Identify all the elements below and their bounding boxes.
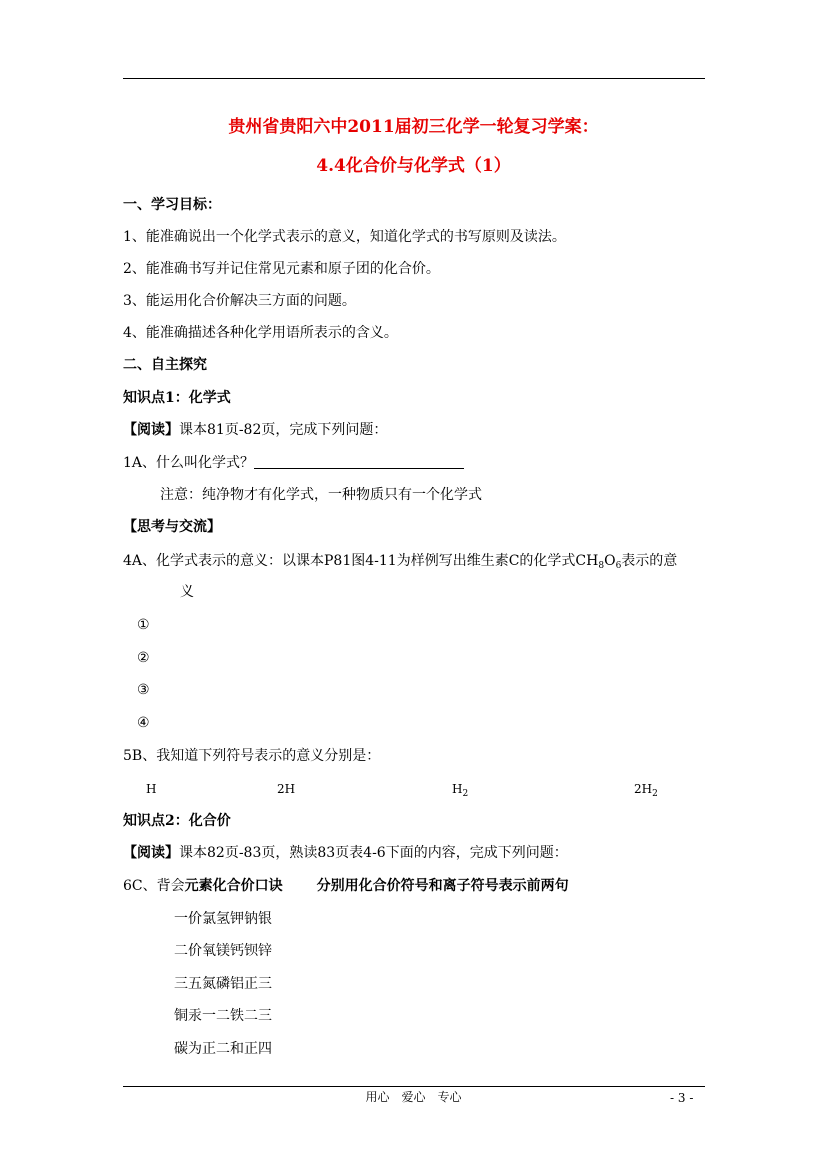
reading-text: 课本82页-83页，熟读83页表4-6下面的内容，完成下列问题： — [179, 845, 568, 861]
note-text: 注意：纯净物才有化学式，一种物质只有一个化学式 — [160, 487, 482, 503]
answer-blank[interactable] — [254, 453, 464, 469]
subscript: 2 — [652, 789, 658, 799]
answer-slot-2: ② — [137, 650, 150, 666]
answer-slot-1: ① — [137, 617, 150, 633]
section-heading-explore: 二、自主探究 — [123, 357, 207, 373]
mnemonic-line: 二价氧镁钙钡锌 — [174, 943, 272, 959]
reading-tag: 【阅读】 — [123, 422, 179, 438]
question-6c — [123, 876, 569, 896]
subscript: 8 — [598, 561, 605, 571]
answer-slot-3: ③ — [137, 682, 150, 698]
question-1a — [123, 453, 464, 473]
document-subtitle: 4.4化合价与化学式（1） — [316, 156, 511, 176]
symbol-h — [146, 779, 156, 799]
symbol-base: H — [146, 782, 157, 796]
question-emphasis: 分别用化合价符号和离子符号表示前两句 — [316, 878, 569, 894]
question-emphasis: 元素化合价口诀 — [184, 878, 283, 894]
footer-rule — [123, 1086, 705, 1087]
goal-item: 3、能运用化合价解决三方面的问题。 — [123, 293, 356, 309]
think-heading: 【思考与交流】 — [123, 519, 221, 535]
symbol-2h2 — [634, 779, 658, 804]
symbol-base: 2H — [277, 782, 296, 796]
goal-item: 4、能准确描述各种化学用语所表示的含义。 — [123, 325, 398, 341]
symbol-base: 2H — [634, 782, 653, 796]
section-heading-goals: 一、学习目标： — [123, 197, 221, 213]
document-title: 贵州省贵阳六中2011届初三化学一轮复习学案： — [228, 117, 599, 137]
question-4a-continued: 义 — [180, 584, 194, 600]
formula-part: O — [604, 553, 616, 569]
question-text: 6C、背会 — [123, 878, 185, 894]
goal-item: 2、能准确书写并记住常见元素和原子团的化合价。 — [123, 261, 440, 277]
symbol-h2 — [452, 779, 468, 804]
answer-slot-4: ④ — [137, 715, 150, 731]
question-text: 4A、化学式表示的意义：以课本P81图4-11为样例写出维生素C的化学式CH — [123, 553, 599, 569]
mnemonic-line: 铜汞一二铁二三 — [174, 1008, 272, 1024]
mnemonic-line: 一价氯氢钾钠银 — [174, 911, 272, 927]
subscript: 6 — [615, 561, 622, 571]
subscript: 2 — [462, 789, 469, 799]
reading-instruction-2 — [123, 843, 568, 863]
mnemonic-line: 三五氮磷铝正三 — [174, 976, 272, 992]
header-rule — [123, 78, 705, 79]
question-4a — [123, 551, 677, 576]
symbol-2h — [277, 779, 295, 799]
goal-item: 1、能准确说出一个化学式表示的意义，知道化学式的书写原则及读法。 — [123, 229, 566, 245]
knowledge-point-1-heading: 知识点1：化学式 — [123, 390, 231, 406]
symbol-base: H — [452, 782, 463, 796]
footer-motto: 用心 爱心 专心 — [365, 1090, 462, 1104]
reading-text: 课本81页-82页，完成下列问题： — [179, 422, 388, 438]
question-text: 表示的意 — [621, 553, 678, 569]
question-text: 1A、什么叫化学式？ — [123, 455, 255, 471]
question-5b: 5B、我知道下列符号表示的意义分别是： — [123, 748, 381, 764]
knowledge-point-2-heading: 知识点2：化合价 — [123, 813, 231, 829]
reading-instruction-1 — [123, 420, 387, 440]
page-number: - 3 - — [670, 1091, 694, 1105]
mnemonic-line: 碳为正二和正四 — [174, 1041, 272, 1057]
reading-tag: 【阅读】 — [123, 845, 179, 861]
